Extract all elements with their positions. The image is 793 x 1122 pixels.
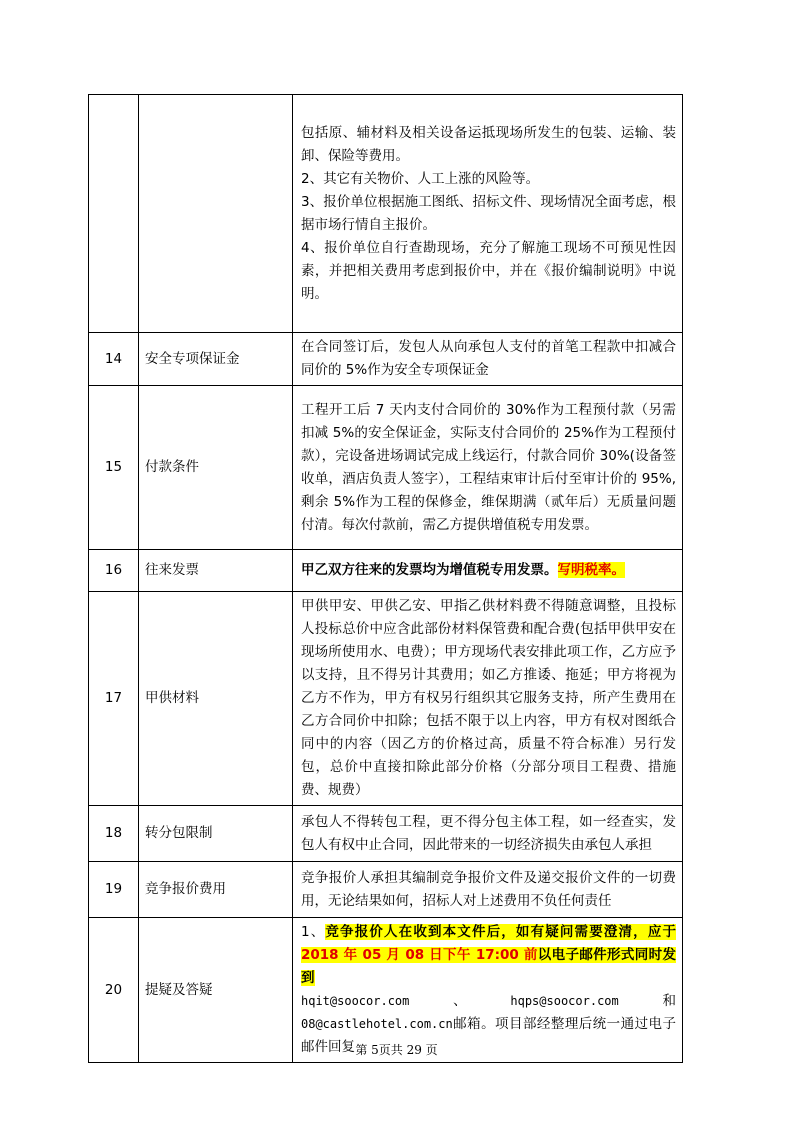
separator: 和 <box>662 993 676 1009</box>
question-number: 1、 <box>301 924 326 940</box>
table-row <box>89 806 683 862</box>
row-number: 18 <box>89 806 139 862</box>
invoice-note: 甲乙双方往来的发票均为增值税专用发票。 <box>301 562 558 578</box>
row-description <box>293 95 683 333</box>
email-address: hqit@soocor.com <box>301 994 410 1008</box>
page-footer: 第 5页共 29 页 <box>355 1043 438 1057</box>
row-description: 甲供甲安、甲供乙安、甲指乙供材料费不得随意调整，且投标人投标总价中应含此部份材料保管费和配合费(包括甲供甲安在现场所使用水、电费）；甲方现场代表安排此项工作，乙方应予以支持，且不得另计其费用；如乙方推诿、拖延；甲方将视为乙方不作为，甲方有权另行组织其它服务支持，所产生费用在乙方合同价中扣除；包括不限于以上内容，甲方有权对图纸合同中的内容（因乙方的价格过高，质量不符合标准）另行发包，总价中直接扣除此部分价格（分部分项目工程费、措施费、规费） <box>293 592 683 806</box>
row-number: 15 <box>89 386 139 550</box>
table-row <box>89 95 683 333</box>
table-row <box>89 592 683 806</box>
row-description: 在合同签订后，发包人从向承包人支付的首笔工程款中扣减合同价的 5%作为安全专项保证金 <box>293 333 683 386</box>
spec-table <box>88 94 683 1063</box>
row-number: 19 <box>89 862 139 918</box>
row-number: 16 <box>89 550 139 592</box>
email-address: 08@castlehotel.com.cn <box>301 1017 453 1031</box>
table-row <box>89 386 683 550</box>
row-number: 20 <box>89 918 139 1063</box>
row-number <box>89 95 139 333</box>
table-row <box>89 550 683 592</box>
separator: 、 <box>453 993 467 1009</box>
row-item: 转分包限制 <box>139 806 293 862</box>
row-description: 承包人不得转包工程，更不得分包主体工程，如一经查实，发包人有权中止合同，因此带来的一切经济损失由承包人承担 <box>293 806 683 862</box>
row-item: 付款条件 <box>139 386 293 550</box>
question-deadline: 2018 年 05 月 08 日下午 17:00 前 <box>301 947 538 963</box>
email-address: hqps@soocor.com <box>510 994 619 1008</box>
paragraph: 2、其它有关物价、人工上涨的风险等。 <box>301 170 540 187</box>
row-item: 提疑及答疑 <box>139 918 293 1063</box>
question-tail: 邮箱。项目部经整理后统一通过电子邮件回复 <box>301 1016 676 1055</box>
row-item <box>139 95 293 333</box>
table-row <box>89 862 683 918</box>
row-item: 甲供材料 <box>139 592 293 806</box>
paragraph: 3、报价单位根据施工图纸、招标文件、现场情况全面考虑，根据市场行情自主报价。 <box>301 193 676 233</box>
row-item: 竞争报价费用 <box>139 862 293 918</box>
question-instruction: 竞争报价人在收到本文件后，如有疑问需要澄清，应于 <box>325 924 676 940</box>
row-description: 竞争报价人承担其编制竞争报价文件及递交报价文件的一切费用，无论结果如何，招标人对上述费用不负任何责任 <box>293 862 683 918</box>
row-description: 工程开工后 7 天内支付合同价的 30%作为工程预付款（另需扣减 5%的安全保证金，实际支付合同价的 25%作为工程预付款），完设备进场调试完成上线运行，付款合同价 30%(设备签收单，酒店负责人签字），工程结束审计后付至审计价的 95%,剩余 5%作为工程的保修金，维保期满（贰年后）无质量问题付清。每次付款前，需乙方提供增值税专用发票。 <box>293 386 683 550</box>
row-item: 往来发票 <box>139 550 293 592</box>
row-description <box>293 550 683 592</box>
email-line <box>301 990 676 1013</box>
table-row <box>89 333 683 386</box>
tax-rate-note: 写明税率。 <box>557 562 625 578</box>
row-number: 17 <box>89 592 139 806</box>
row-item: 安全专项保证金 <box>139 333 293 386</box>
paragraph: 4、报价单位自行查勘现场，充分了解施工现场不可预见性因素，并把相关费用考虑到报价中，并在《报价编制说明》中说明。 <box>301 239 676 302</box>
row-number: 14 <box>89 333 139 386</box>
paragraph: 包括原、辅材料及相关设备运抵现场所发生的包装、运输、装卸、保险等费用。 <box>301 124 676 164</box>
question-method: 以电子邮件形式同时发到 <box>301 947 676 986</box>
